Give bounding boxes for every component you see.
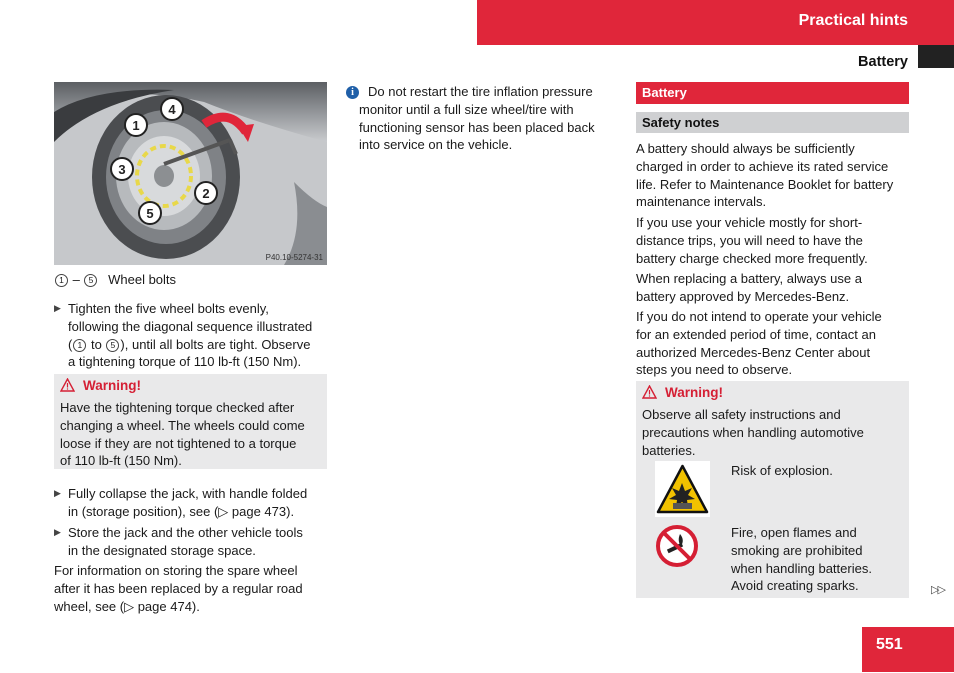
callout-2: 2 <box>202 186 210 201</box>
to-word: to <box>87 336 106 352</box>
para-line: for an extended period of time, contact an <box>636 326 876 342</box>
wheel-illustration <box>54 82 327 265</box>
warning-line: Have the tightening torque checked after <box>60 400 295 415</box>
explosion-hazard-icon <box>655 461 710 517</box>
para-line: battery charge checked more frequently. <box>636 250 868 266</box>
para-line: authorized Mercedes-Benz Center about <box>636 344 871 360</box>
warning-title <box>642 385 723 400</box>
para-line: battery approved by Mercedes-Benz. <box>636 288 850 304</box>
warning-line: of 110 lb-ft (150 Nm). <box>60 453 182 469</box>
callout-4: 4 <box>168 102 176 117</box>
step-line: Tighten the five wheel bolts evenly, <box>68 301 269 316</box>
legend-dash: – <box>72 272 80 287</box>
battery-para-3 <box>636 270 926 306</box>
fire-line: Avoid creating sparks. <box>731 578 859 594</box>
callout-1: 1 <box>132 118 140 133</box>
safety-notes-bar <box>636 112 909 133</box>
warning-line: loose if they are not tightened to a torque <box>60 435 297 451</box>
fire-line: smoking are prohibited <box>731 542 863 558</box>
spare-wheel-info <box>54 562 334 615</box>
explosion-text: Risk of explosion. <box>731 463 833 478</box>
wheel-bolt-figure <box>54 82 327 265</box>
subsection-bar-label: Safety notes <box>642 115 720 130</box>
warning-line: precautions when handling automotive <box>642 424 864 440</box>
fire-line: Fire, open flames and <box>731 525 857 540</box>
para-line: steps you need to observe. <box>636 362 793 378</box>
para-line: life. Refer to Maintenance Booklet for battery <box>636 176 894 192</box>
info-icon: i <box>346 83 359 99</box>
callout-3: 3 <box>118 162 126 177</box>
para-line: A battery should always be sufficiently <box>636 141 855 156</box>
para-line: charged in order to achieve its rated service <box>636 158 889 174</box>
warning-box-torque <box>54 374 327 469</box>
warning-title-text: Warning! <box>665 385 723 400</box>
step-line <box>68 336 334 354</box>
bullet-icon: ▶ <box>54 527 61 537</box>
thumb-tab <box>918 45 954 68</box>
battery-para-4 <box>636 308 926 379</box>
step-rest: ), until all bolts are tight. Observe <box>120 336 311 352</box>
warning-line: batteries. <box>642 442 696 458</box>
step-line: Store the jack and the other vehicle tools <box>68 525 303 540</box>
page-number: 551 <box>876 636 903 653</box>
step-line: Fully collapse the jack, with handle folded <box>68 486 308 501</box>
fire-line: when handling batteries. <box>731 560 872 576</box>
para-line: distance trips, you will need to have the <box>636 232 863 248</box>
circled-5: 5 <box>106 339 119 352</box>
legend-text: Wheel bolts <box>108 272 177 287</box>
warning-title <box>60 378 141 393</box>
figure-code: P40.10-5274-31 <box>265 253 323 262</box>
para-line: If you use your vehicle mostly for short- <box>636 215 863 230</box>
circled-1: 1 <box>73 339 86 352</box>
legend-to: 5 <box>84 274 97 287</box>
para-line: When replacing a battery, always use a <box>636 271 862 286</box>
info-line: For information on storing the spare wheel <box>54 563 298 578</box>
figure-legend <box>54 271 176 289</box>
page-ref-473[interactable]: in (storage position), see (▷ page 473). <box>68 503 295 519</box>
section-bar-label: Battery <box>642 85 687 100</box>
tire-monitor-note <box>359 83 619 154</box>
step-line: a tightening torque of 110 lb-ft (150 Nm). <box>68 354 302 370</box>
step-store-jack <box>54 524 334 560</box>
battery-section-bar <box>636 82 909 104</box>
warning-title-text: Warning! <box>83 378 141 393</box>
continued-marker: ▷▷ <box>931 584 944 596</box>
battery-para-2 <box>636 214 926 267</box>
warning-triangle-icon <box>642 385 657 399</box>
step-collapse-jack <box>54 485 334 521</box>
step-line: in the designated storage space. <box>68 542 256 558</box>
note-line: monitor until a full size wheel/tire with <box>359 101 574 117</box>
note-line: Do not restart the tire inflation pressure <box>368 84 593 99</box>
warning-triangle-icon <box>60 378 75 392</box>
note-line: functioning sensor has been placed back <box>359 119 595 135</box>
legend-from: 1 <box>55 274 68 287</box>
para-line: maintenance intervals. <box>636 194 767 210</box>
battery-para-1 <box>636 140 926 211</box>
warning-line: changing a wheel. The wheels could come <box>60 417 305 433</box>
para-line: If you do not intend to operate your vehicle <box>636 309 882 324</box>
warning-text <box>60 399 305 470</box>
paren: ( <box>68 336 73 352</box>
step-tighten-bolts <box>54 300 334 371</box>
callout-5: 5 <box>146 206 154 221</box>
fire-text <box>731 524 872 595</box>
no-open-flame-icon <box>655 524 699 568</box>
info-line: after it has been replaced by a regular road <box>54 580 303 596</box>
note-line: into service on the vehicle. <box>359 137 513 153</box>
bullet-icon: ▶ <box>54 488 61 498</box>
subsection-title: Battery <box>858 54 908 70</box>
bullet-icon: ▶ <box>54 303 61 313</box>
warning-text <box>642 406 864 459</box>
step-line: following the diagonal sequence illustrated <box>68 318 313 334</box>
warning-line: Observe all safety instructions and <box>642 407 841 422</box>
page-ref-474[interactable]: wheel, see (▷ page 474). <box>54 598 200 614</box>
section-title: Practical hints <box>798 12 908 29</box>
warning-box-battery <box>636 381 909 598</box>
